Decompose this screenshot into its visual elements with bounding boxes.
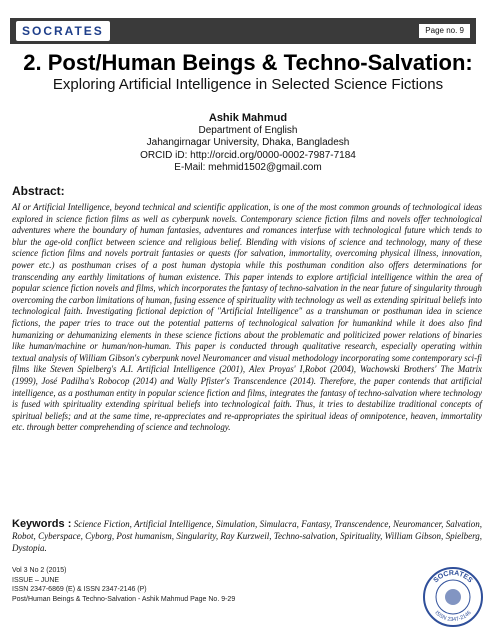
footer-volume: Vol 3 No 2 (2015) [12,567,67,574]
journal-seal-icon [422,566,484,628]
paper-subtitle: Exploring Artificial Intelligence in Selected Science Fictions [52,76,444,93]
header-bar [10,18,476,44]
abstract-body: AI or Artificial Intelligence, beyond technical and scientific application, is one of the most common grounds of technological ideas explored in science fiction films as well as cyberpunk novels. Contemporary science fiction films and novels offer technological adventures where the boundary of human fantasies, adventures and romances interfuse with technological future which tends to blur the age-old conflict between science and religious belief. Blending with visions of science and technology, many of these science fiction films and novels portrait fantasies or quests (for salvation, immortality, overcoming physical illness, innovation, power etc.) as posthuman crises of a post human dystopia while this posthuman condition also offers determinations for transcending any earthly limitations of human existence. This paper intends to explore artificial intelligence within the area of popular science fiction novels and films, which incorporates the fantasy of techno-salvation in the near future of singularity through overcoming the carbon limitations of human, fusing essence of spirituality with technology as well as extending spiritual beliefs into technological faith. Investigating fictional depiction of "Artificial Intelligence" as a transhuman or posthuman idea in science fictions, the paper tries to trace out the potential patterns of technological salvation for humankind while it does also find humanizing or dehumanizing elements in these science fictions about the problematic and politicized power relations of binaries like human/machine or human/non-human. This paper is conducted through qualitative research, especially operating within textual analysis of William Gibson's cyberpunk novel Neuromancer and visual methodology incorporating some contemporary sci-fi films like Steven Spielberg's A.I. Artificial Intelligence (2001), Alex Proyas' I,Robot (2004), Wachowski Brothers' The Matrix (1999), José Padilha's Robocop (2014) and Wally Pfister's Transcendence (2014). Therefore, the paper contends that artificial intelligence, as a posthuman entity in popular science fiction and films, integrates the fantasy of techno-salvation where technology is fused with spirituality extending spiritual beliefs into technological faith. Thus, it tries to destabilize traditional concepts of spiritual beliefs; and at the same time, re-appreciates and re-appropriates the spiritual ideas of omnipotence, heaven, immortality etc. through better comprehending of science and technology. [12,202,482,433]
keywords-section [12,518,482,554]
footer-issn: ISSN 2347-6869 (E) & ISSN 2347-2146 (P) [12,586,147,594]
svg-text:SOCRATES: SOCRATES [432,569,474,585]
footer-issue: ISSUE – JUNE [12,576,60,584]
svg-text:ISSN 2347-2146: ISSN 2347-2146 [433,609,473,624]
footer-citation: Post/Human Beings & Techno-Salvation - Ashik Mahmud Page No. 9-29 [12,595,236,603]
abstract-heading: Abstract: [12,184,65,198]
author-email: E-Mail: mehmid1502@gmail.com [174,162,322,173]
paper-title: 2. Post/Human Beings & Techno-Salvation: [23,50,473,75]
page-number: Page no. 9 [419,24,470,38]
footer-info [12,566,402,604]
author-university: Jahangirnagar University, Dhaka, Bangladesh [146,137,350,148]
keywords-list: Science Fiction, Artificial Intelligence, Simulation, Simulacra, Fantasy, Transcendence, Neuromancer, Salvation, Robot, Cyberspace, Cyborg, Post humanism, Singularity, Ray Kurzweil, Techno-salvation, Spirituality, William Gibson, Spielberg, Dystopia. [12,519,483,553]
author-name: Ashik Mahmud [208,112,288,124]
keywords-label: Keywords : [12,518,72,530]
author-orcid: ORCID iD: http://orcid.org/0000-0002-7987-7184 [140,149,356,161]
author-department: Department of English [198,124,298,136]
logo-text: SOCRATES [22,24,104,38]
author-block [10,112,486,175]
journal-logo [16,21,110,41]
